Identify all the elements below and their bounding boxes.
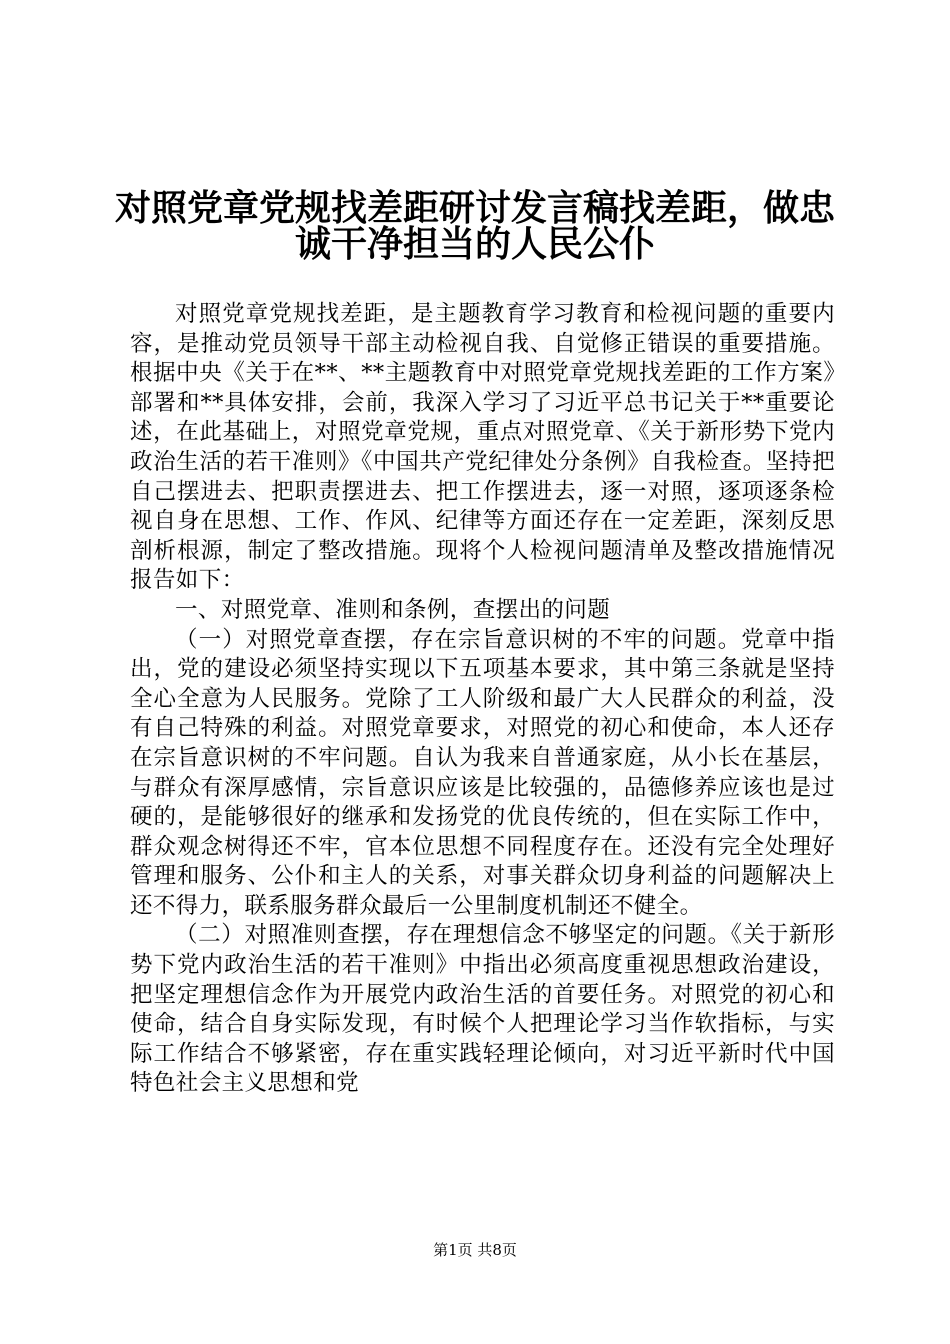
paragraph-guidelines: （二）对照准则查摆，存在理想信念不够坚定的问题。《关于新形势下党内政治生活的若干准则》中指出必须高度重视思想政治建设，把坚定理想信念作为开展党内政治生活的首要任务。对照党的初心和使命，结合自身实际发现，有时候个人把理论学习当作软指标，与实际工作结合不够紧密，存在重实践轻理论倾向，对习近平新时代中国特色社会主义思想和党 <box>130 922 835 1097</box>
document-title-line-1: 对照党章党规找差距研讨发言稿找差距，做忠 <box>114 187 835 229</box>
paragraph-intro: 对照党章党规找差距，是主题教育学习教育和检视问题的重要内容，是推动党员领导干部主动检视自我、自觉修正错误的重要措施。根据中央《关于在**、**主题教育中对照党章党规找差距的工作方案》部署和**具体安排，会前，我深入学习了习近平总书记关于**重要论述，在此基础上，对照党章党规，重点对照党章、《关于新形势下党内政治生活的若干准则》《中国共产党纪律处分条例》自我检查。坚持把自己摆进去、把职责摆进去、把工作摆进去，逐一对照，逐项逐条检视自身在思想、工作、作风、纪律等方面还存在一定差距，深刻反思剖析根源，制定了整改措施。现将个人检视问题清单及整改措施情况报告如下： <box>130 301 835 594</box>
paragraph-party-constitution: （一）对照党章查摆，存在宗旨意识树的不牢的问题。党章中指出，党的建设必须坚持实现以下五项基本要求，其中第三条就是坚持全心全意为人民服务。党除了工人阶级和最广大人民群众的利益，没有自己特殊的利益。对照党章要求，对照党的初心和使命，本人还存在宗旨意识树的不牢问题。自认为我来自普通家庭，从小长在基层，与群众有深厚感情，宗旨意识应该是比较强的，品德修养应该也是过硬的，是能够很好的继承和发扬党的优良传统的，但在实际工作中，群众观念树得还不牢，官本位思想不同程度存在。还没有完全处理好管理和服务、公仆和主人的关系，对事关群众切身利益的问题解决上还不得力，联系服务群众最后一公里制度机制还不健全。 <box>130 626 835 919</box>
document-body <box>130 300 835 1099</box>
document-title-line-2: 诚干净担当的人民公仆 <box>294 223 655 265</box>
page-number-footer: 第1页 共8页 <box>433 1241 517 1259</box>
section-heading: 一、对照党章、准则和条例，查摆出的问题 <box>175 596 611 623</box>
